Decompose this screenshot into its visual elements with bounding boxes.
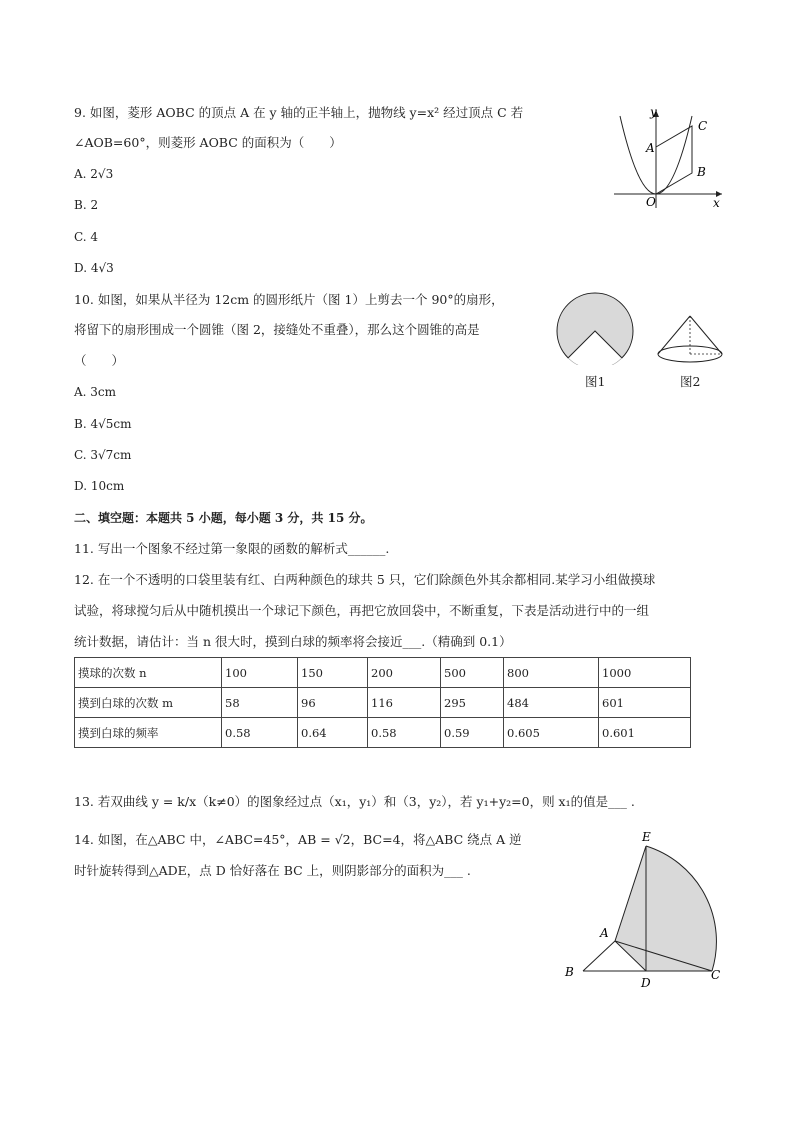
fig1-caption: 图1 (585, 374, 606, 389)
table-cell: 116 (368, 688, 441, 718)
q9-line2: ∠AOB=60°，则菱形 AOBC 的面积为（ ） (74, 135, 342, 150)
table-cell: 500 (441, 658, 504, 688)
q10-line1: 10. 如图，如果从半径为 12cm 的圆形纸片（图 1）上剪去一个 90°的扇形， (74, 292, 504, 307)
shaded-region (615, 846, 716, 971)
q10-figure-2 (654, 312, 726, 367)
table-cell: 601 (599, 688, 691, 718)
table-cell: 摸到白球的次数 m (75, 688, 222, 718)
q12-table (74, 657, 691, 748)
q10-option-c: C. 3√7cm (74, 448, 132, 462)
q10-line2: 将留下的扇形围成一个圆锥（图 2，接缝处不重叠），那么这个圆锥的高是 (74, 322, 480, 337)
label-b: B (697, 165, 706, 179)
table-cell: 150 (298, 658, 368, 688)
table-cell: 200 (368, 658, 441, 688)
q9-option-d: D. 4√3 (74, 261, 114, 275)
label-y: y (650, 105, 657, 119)
label-o: O (646, 195, 656, 209)
label-e: E (642, 830, 651, 844)
q14-figure (560, 826, 730, 996)
q9-option-b: B. 2 (74, 198, 99, 212)
table-cell: 0.605 (504, 718, 599, 748)
remaining-sector (557, 293, 633, 358)
q14-line1: 14. 如图，在△ABC 中，∠ABC=45°，AB = √2，BC=4，将△ABC 绕点 A 逆 (74, 832, 522, 847)
label-c: C (711, 968, 721, 982)
section-2-heading: 二、填空题：本题共 5 小题，每小题 3 分，共 15 分。 (74, 511, 373, 525)
q12-line1: 12. 在一个不透明的口袋里装有红、白两种颜色的球共 5 只，它们除颜色外其余都相同.某学习小组做摸球 (74, 572, 656, 587)
q11-text: 11. 写出一个图象不经过第一象限的函数的解析式______. (74, 541, 390, 556)
table-cell: 0.601 (599, 718, 691, 748)
q10-figure-1 (554, 290, 636, 365)
q9-option-a: A. 2√3 (74, 167, 114, 181)
table-cell: 800 (504, 658, 599, 688)
table-cell: 0.58 (368, 718, 441, 748)
q10-option-a: A. 3cm (74, 385, 117, 399)
table-cell: 484 (504, 688, 599, 718)
q9-option-c: C. 4 (74, 230, 99, 244)
table-cell: 摸到白球的频率 (75, 718, 222, 748)
table-row (75, 688, 691, 718)
q12-line2: 试验，将球搅匀后从中随机摸出一个球记下颜色，再把它放回袋中，不断重复，下表是活动进行中的一组 (74, 603, 650, 618)
fig2-caption: 图2 (680, 374, 701, 389)
q10-option-d: D. 10cm (74, 479, 125, 493)
table-cell: 58 (222, 688, 298, 718)
table-cell: 96 (298, 688, 368, 718)
label-a: A (646, 141, 655, 155)
label-b: B (565, 965, 574, 979)
label-x: x (713, 196, 720, 210)
table-cell: 0.64 (298, 718, 368, 748)
q10-option-b: B. 4√5cm (74, 417, 132, 431)
q9-line1: 9. 如图，菱形 AOBC 的顶点 A 在 y 轴的正半轴上，抛物线 y=x² 经过顶点 C 若 (74, 105, 524, 120)
table-cell: 1000 (599, 658, 691, 688)
label-c: C (698, 119, 708, 133)
table-cell: 0.59 (441, 718, 504, 748)
table-cell: 100 (222, 658, 298, 688)
q12-line3: 统计数据，请估计：当 n 很大时，摸到白球的频率将会接近___.（精确到 0.1） (74, 634, 512, 649)
table-row (75, 718, 691, 748)
q14-line2: 时针旋转得到△ADE，点 D 恰好落在 BC 上，则阴影部分的面积为___ . (74, 863, 471, 878)
q10-line3: （ ） (74, 353, 125, 368)
table-cell: 295 (441, 688, 504, 718)
q9-figure (610, 102, 728, 212)
table-cell: 0.58 (222, 718, 298, 748)
table-cell: 摸球的次数 n (75, 658, 222, 688)
table-row (75, 658, 691, 688)
q13-text: 13. 若双曲线 y = k/x（k≠0）的图象经过点（x₁，y₁）和（3，y₂），若 y₁+y₂=0，则 x₁的值是___ . (74, 794, 635, 809)
label-a: A (600, 926, 609, 940)
label-d: D (641, 976, 651, 990)
